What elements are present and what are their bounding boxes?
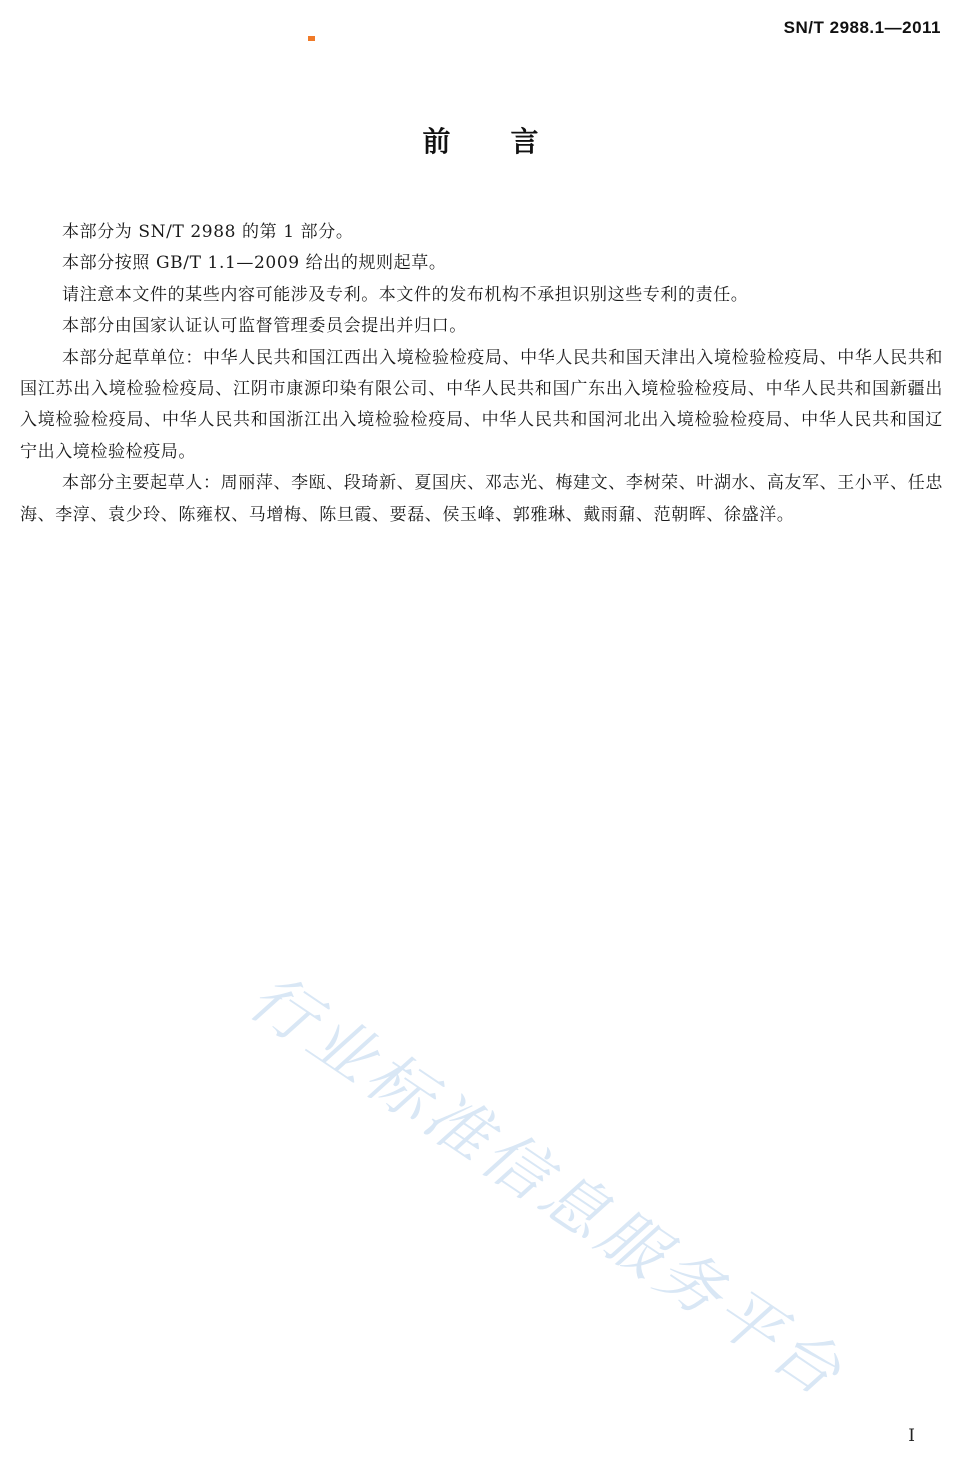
page-title: 前言 [422, 125, 599, 158]
orange-mark [308, 36, 315, 41]
paragraph-drafters: 本部分主要起草人：周丽萍、李瓯、段琦新、夏国庆、邓志光、梅建文、李树荣、叶湖水、高友军、王小平、任忠海、李淳、袁少玲、陈雍权、马增梅、陈旦霞、要磊、侯玉峰、郭雅琳、戴雨鼐、范朝晖、徐盛洋。 [20, 473, 943, 525]
watermark: 行业标准信息服务平台 [235, 960, 858, 1414]
paragraph-part-statement: 本部分为 SN/T 2988 的第 1 部分。 [62, 222, 354, 242]
paragraph-drafting-units: 本部分起草单位：中华人民共和国江西出入境检验检疫局、中华人民共和国天津出入境检验检疫局、中华人民共和国江苏出入境检验检疫局、江阴市康源印染有限公司、中华人民共和国广东出入境检验检疫局、中华人民共和国新疆出入境检验检疫局、中华人民共和国浙江出入境检验检疫局、中华人民共和国河北出入境检验检疫局、中华人民共和国辽宁出入境检验检疫局。 [20, 347, 943, 462]
page-number: I [908, 1426, 915, 1446]
standard-number: SN/T 2988.1—2011 [783, 18, 941, 37]
paragraph-patent-notice: 请注意本文件的某些内容可能涉及专利。本文件的发布机构不承担识别这些专利的责任。 [62, 284, 749, 305]
paragraph-proposer: 本部分由国家认证认可监督管理委员会提出并归口。 [62, 316, 467, 337]
paragraph-drafting-rules: 本部分按照 GB/T 1.1—2009 给出的规则起草。 [62, 253, 447, 274]
foreword-body [20, 217, 943, 531]
